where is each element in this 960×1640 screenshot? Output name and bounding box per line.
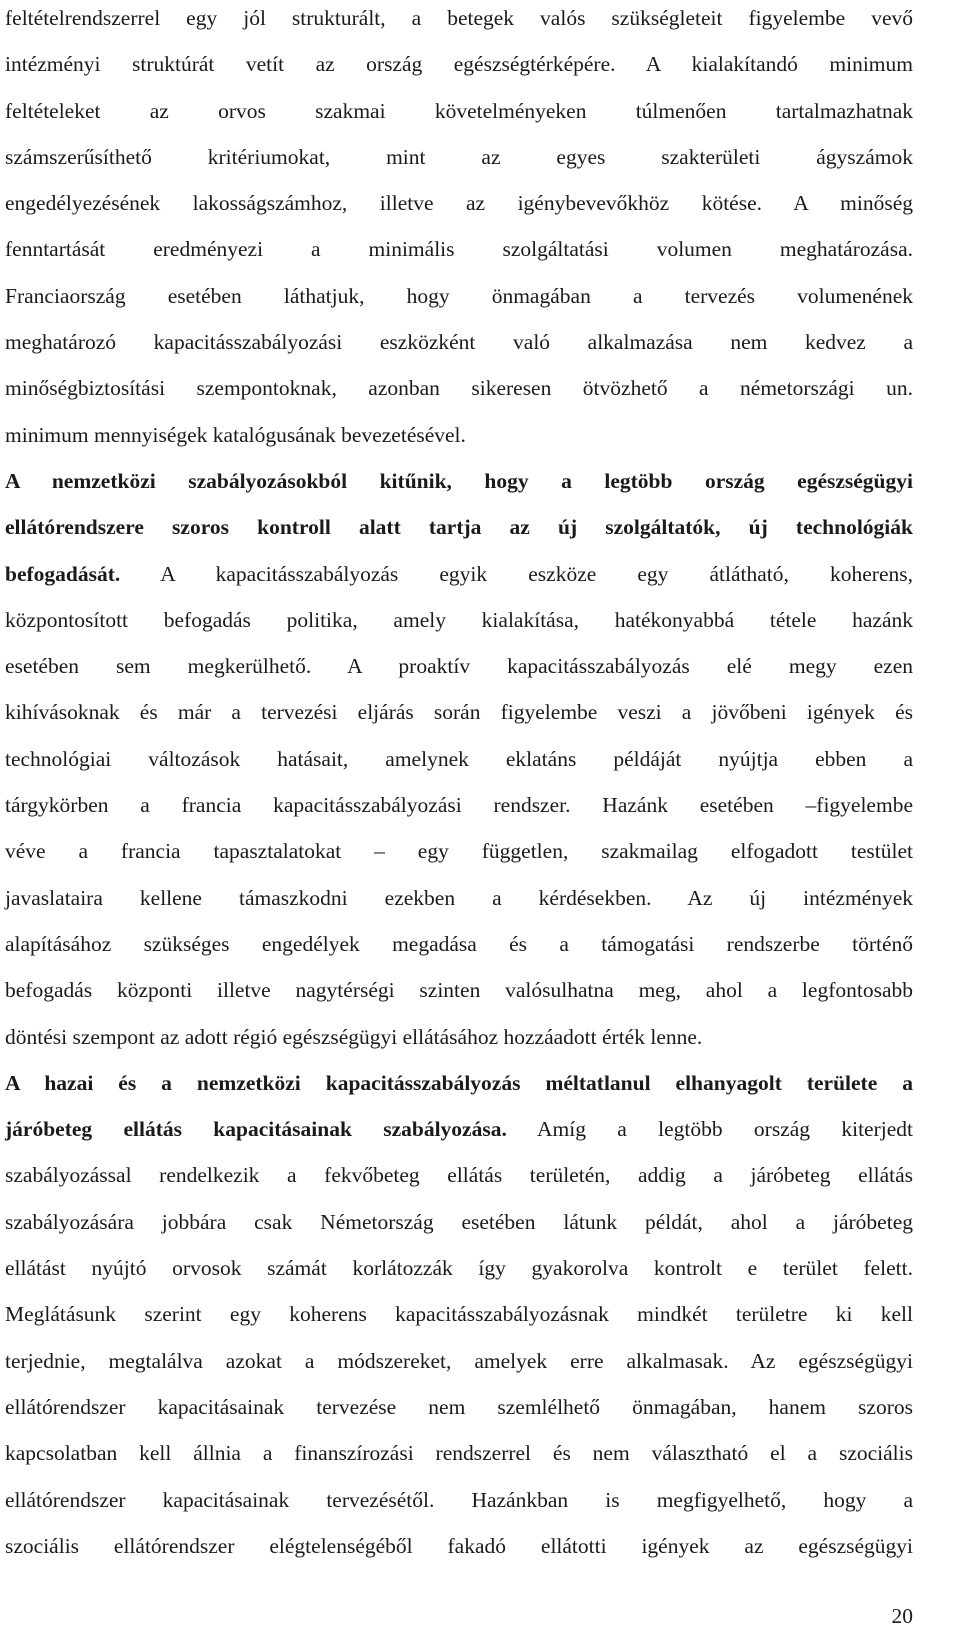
line-text: minőségbiztosítási szempontoknak, azonban sikeresen ötvözhető a németországi un. [5,376,913,401]
line-text: Amíg a legtöbb ország kiterjedt [506,1117,913,1142]
text-line [5,787,913,833]
line-text: minimum mennyiségek katalógusának bevezetésével. [5,422,466,447]
text-line [5,1296,913,1342]
text-line [5,417,913,463]
line-text: meghatározó kapacitásszabályozási eszközként való alkalmazása nem kedvez a [5,330,913,355]
text-line [5,185,913,231]
line-text: esetében sem megkerülhető. A proaktív kapacitásszabályozás elé megy ezen [5,654,913,679]
text-line [5,833,913,879]
text-line [5,741,913,787]
line-text: javaslataira kellene támaszkodni ezekben a kérdésekben. Az új intézmények [5,885,913,910]
text-line [5,278,913,324]
line-text: ellátórendszer kapacitásainak tervezése nem szemlélhető önmagában, hanem szoros [5,1394,913,1419]
text-line [5,370,913,416]
text-line [5,1157,913,1203]
line-text: tárgykörben a francia kapacitásszabályozási rendszer. Hazánk esetében –figyelembe [5,793,913,818]
text-line [5,694,913,740]
bold-text: befogadását. [5,561,121,586]
line-text: engedélyezésének lakosságszámhoz, illetve az igénybevevőkhöz kötése. A minőség [5,191,913,216]
line-text: technológiai változások hatásait, amelynek eklatáns példáját nyújtja ebben a [5,746,913,771]
text-line [5,324,913,370]
text-line [5,972,913,1018]
line-text: fenntartását eredményezi a minimális szolgáltatási volumen meghatározása. [5,237,913,262]
text-line [5,556,913,602]
text-line [5,1482,913,1528]
text-line [5,602,913,648]
text-line [5,139,913,185]
line-text: alapításához szükséges engedélyek megadása és a támogatási rendszerbe történő [5,931,913,956]
text-line [5,1389,913,1435]
text-line [5,1111,913,1157]
line-text: befogadás központi illetve nagytérségi szinten valósulhatna meg, ahol a legfontosabb [5,978,913,1003]
text-line [5,648,913,694]
page-number: 20 [891,1604,913,1628]
line-text: kapcsolatban kell állnia a finanszírozási rendszerrel és nem választható el a szociális [5,1441,913,1466]
text-line [5,1204,913,1250]
line-text: Meglátásunk szerint egy koherens kapacitásszabályozásnak mindkét területre ki kell [5,1302,913,1327]
line-text: A kapacitásszabályozás egyik eszköze egy átlátható, koherens, [120,561,913,586]
line-text: számszerűsíthető kritériumokat, mint az egyes szakterületi ágyszámok [5,144,913,169]
text-line [5,1250,913,1296]
line-text: szabályozással rendelkezik a fekvőbeteg ellátás területén, addig a járóbeteg ellátás [5,1163,913,1188]
text-line [5,880,913,926]
text-line [5,1435,913,1481]
line-text: kihívásoknak és már a tervezési eljárás során figyelembe veszi a jövőbeni igények és [5,700,913,725]
line-text: szabályozására jobbára csak Németország esetében látunk példát, ahol a járóbeteg [5,1209,913,1234]
line-text: Franciaország esetében láthatjuk, hogy önmagában a tervezés volumenének [5,283,913,308]
text-line [5,93,913,139]
bold-text: A nemzetközi szabályozásokból kitűnik, hogy a legtöbb ország egészségügyi [5,468,913,493]
line-text: intézményi struktúrát vetít az ország egészségtérképére. A kialakítandó minimum [5,52,913,77]
line-text: véve a francia tapasztalatokat – egy független, szakmailag elfogadott testület [5,839,913,864]
bold-text: A hazai és a nemzetközi kapacitásszabályozás méltatlanul elhanyagolt területe a [5,1070,913,1095]
bold-text: ellátórendszere szoros kontroll alatt tartja az új szolgáltatók, új technológiák [5,515,913,540]
line-text: ellátást nyújtó orvosok számát korlátozzák így gyakorolva kontrolt e terület felett. [5,1256,913,1281]
text-line [5,1343,913,1389]
line-text: feltételeket az orvos szakmai követelményeken túlmenően tartalmazhatnak [5,98,913,123]
text-line [5,231,913,277]
text-line [5,1528,913,1574]
text-line [5,509,913,555]
text-line [5,46,913,92]
line-text: központosított befogadás politika, amely kialakítása, hatékonyabbá tétele hazánk [5,607,913,632]
text-line [5,1065,913,1111]
body-text [5,0,913,1574]
line-text: döntési szempont az adott régió egészségügyi ellátásához hozzáadott érték lenne. [5,1024,703,1049]
text-line [5,463,913,509]
text-line [5,0,913,46]
bold-text: járóbeteg ellátás kapacitásainak szabályozása. [5,1117,507,1142]
line-text: szociális ellátórendszer elégtelenségéből fakadó ellátotti igények az egészségügyi [5,1533,913,1558]
line-text: terjednie, megtalálva azokat a módszereket, amelyek erre alkalmasak. Az egészségügyi [5,1348,913,1373]
text-line [5,926,913,972]
text-line [5,1019,913,1065]
line-text: feltételrendszerrel egy jól strukturált, a betegek valós szükségleteit figyelembe vevő [5,6,913,30]
line-text: ellátórendszer kapacitásainak tervezésétől. Hazánkban is megfigyelhető, hogy a [5,1487,913,1512]
